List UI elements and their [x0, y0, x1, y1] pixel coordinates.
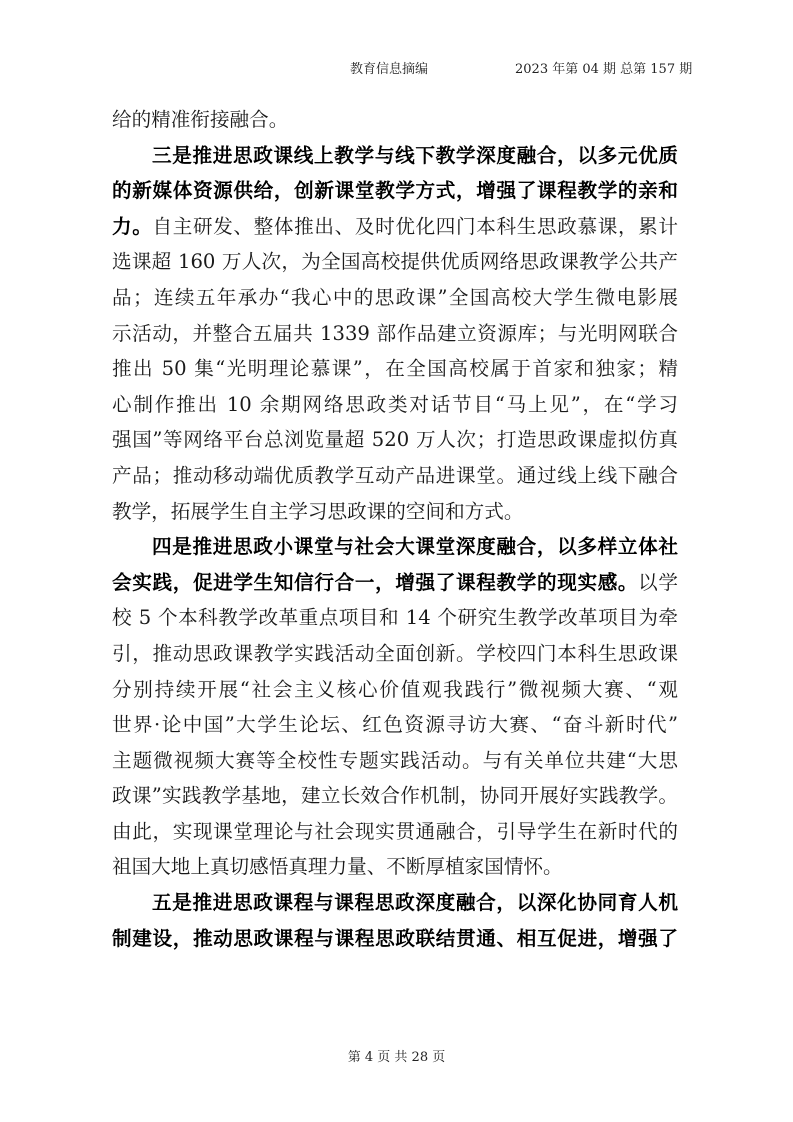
body-text: 心制作推出 10 余期网络思政类对话节目“马上见”，在“学习	[112, 392, 678, 416]
body-text: 分别持续开展“社会主义核心价值观我践行”微视频大赛、“观	[112, 677, 678, 701]
text-line	[112, 458, 678, 494]
body-text: 教学，拓展学生自主学习思政课的空间和方式。	[112, 499, 524, 523]
text-line	[112, 885, 678, 921]
line-text: 给的精准衔接融合。	[112, 108, 289, 131]
issue-number: 2023 年第 04 期 总第 157 期	[515, 62, 693, 77]
bold-lead-text: 五是推进思政课程与课程思政深度融合，以深化协同育人机	[152, 891, 678, 915]
bold-lead-text: 力。	[112, 214, 153, 238]
text-line	[112, 565, 678, 601]
body-text: 由此，实现课堂理论与社会现实贯通融合，引导学生在新时代的	[112, 819, 678, 843]
text-line	[112, 636, 678, 672]
text-line	[112, 921, 678, 957]
text-line	[112, 351, 678, 387]
body-text: 以学	[638, 570, 678, 594]
bold-lead-text: 制建设，推动思政课程与课程思政联结贯通、相互促进，增强了	[112, 926, 678, 950]
text-line	[112, 494, 678, 530]
text-line	[112, 102, 678, 138]
page-number: 第 4 页 共 28 页	[347, 1050, 446, 1065]
text-line	[112, 600, 678, 636]
text-line	[112, 209, 678, 245]
bold-lead-text: 四是推进思政小课堂与社会大课堂深度融合，以多样立体社	[152, 535, 678, 559]
text-line	[112, 422, 678, 458]
page-header	[0, 58, 793, 78]
body-text: 引，推动思政课教学实践活动全面创新。学校四门本科生思政课	[112, 641, 678, 665]
page-footer	[0, 1046, 793, 1065]
publication-title: 教育信息摘编	[350, 62, 429, 77]
bold-lead-text: 三是推进思政课线上教学与线下教学深度融合，以多元优质	[152, 143, 678, 167]
body-text: 产品；推动移动端优质教学互动产品进课堂。通过线上线下融合	[112, 463, 678, 487]
text-line	[112, 814, 678, 850]
body-text: 强国”等网络平台总浏览量超 520 万人次；打造思政课虚拟仿真	[112, 428, 678, 452]
bold-lead-text: 会实践，促进学生知信行合一，增强了课程教学的现实感。	[112, 570, 639, 594]
text-line	[112, 778, 678, 814]
text-line	[112, 280, 678, 316]
body-text: 世界·论中国”大学生论坛、红色资源寻访大赛、“奋斗新时代”	[112, 713, 678, 737]
text-line	[112, 849, 678, 885]
body-text: 自主研发、整体推出、及时优化四门本科生思政慕课，累计	[152, 214, 678, 238]
body-text: 推出 50 集“光明理论慕课”，在全国高校属于首家和独家；精	[112, 357, 678, 381]
text-line	[112, 529, 678, 565]
text-line	[112, 173, 678, 209]
text-line	[112, 244, 678, 280]
text-line	[112, 743, 678, 779]
text-line	[112, 672, 678, 708]
document-body	[112, 102, 678, 956]
body-text: 祖国大地上真切感悟真理力量、不断厚植家国情怀。	[112, 855, 563, 879]
body-text: 校 5 个本科教学改革重点项目和 14 个研究生教学改革项目为牵	[112, 606, 678, 630]
body-text: 主题微视频大赛等全校性专题实践活动。与有关单位共建“大思	[112, 748, 678, 772]
body-text: 政课”实践教学基地，建立长效合作机制，协同开展好实践教学。	[112, 784, 678, 808]
bold-lead-text: 的新媒体资源供给，创新课堂教学方式，增强了课程教学的亲和	[112, 179, 678, 203]
text-line	[112, 138, 678, 174]
text-line	[112, 316, 678, 352]
body-text: 示活动，并整合五届共 1339 部作品建立资源库；与光明网联合	[112, 321, 678, 345]
text-line	[112, 387, 678, 423]
body-text: 品；连续五年承办“我心中的思政课”全国高校大学生微电影展	[112, 285, 678, 309]
text-line	[112, 707, 678, 743]
body-text: 选课超 160 万人次，为全国高校提供优质网络思政课教学公共产	[112, 250, 678, 274]
